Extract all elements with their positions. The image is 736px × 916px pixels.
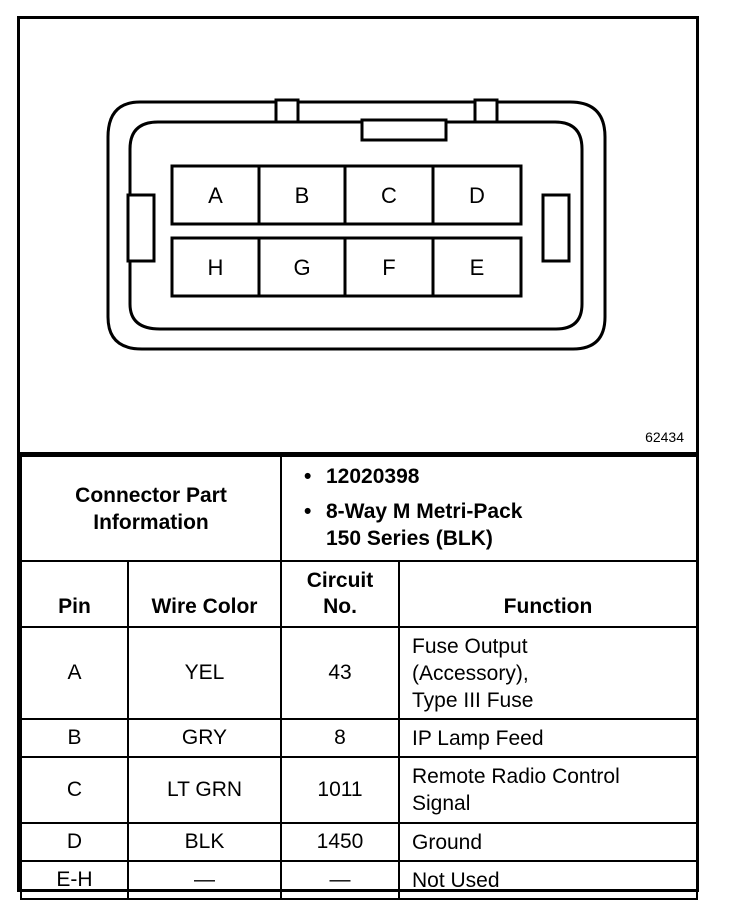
cell-circuit: — [281,861,399,899]
cell-circuit: 8 [281,719,399,757]
side-tab-right [543,195,569,261]
cell-wire-color: GRY [128,719,281,757]
part-info-row [21,456,697,561]
part-description-item [304,498,696,552]
cell-wire-color: — [128,861,281,899]
table-row [21,627,697,719]
cell-wire-color: LT GRN [128,757,281,823]
cell-circuit: 1011 [281,757,399,823]
pin-label-e: E [469,255,485,280]
header-function: Function [399,561,697,627]
top-latch-right [475,100,497,122]
cell-function: Remote Radio Control Signal [399,757,697,823]
top-latch-left [276,100,298,122]
table-row [21,719,697,757]
header-wire-color: Wire Color [128,561,281,627]
cell-function: Not Used [399,861,697,899]
part-description-line: 150 Series (BLK) [326,527,493,550]
bullet-icon: • [304,500,312,523]
pin-label-b: B [294,183,310,208]
cell-wire-color: YEL [128,627,281,719]
part-description-line: 8-Way M Metri-Pack [326,500,523,523]
diagram-frame [17,16,699,892]
cell-pin: A [21,627,128,719]
cell-circuit: 1450 [281,823,399,861]
cell-circuit: 43 [281,627,399,719]
connector-face [20,19,696,452]
header-circuit: Circuit No. [281,561,399,627]
pin-row-top [172,166,521,224]
table-row [21,757,697,823]
pin-row-bottom [172,238,521,296]
part-number: 12020398 [326,465,420,488]
pin-label-f: F [382,255,396,280]
table-row [21,823,697,861]
cell-function: Ground [399,823,697,861]
connector-table [20,455,698,900]
cell-wire-color: BLK [128,823,281,861]
cell-pin: C [21,757,128,823]
cell-pin: D [21,823,128,861]
cell-pin: E-H [21,861,128,899]
connector-diagram [20,19,696,455]
table-header-row [21,561,697,627]
part-number-item [304,463,696,490]
cell-pin: B [21,719,128,757]
cell-function: Fuse Output (Accessory), Type III Fuse [399,627,697,719]
pin-label-a: A [208,183,223,208]
cell-function: IP Lamp Feed [399,719,697,757]
side-tab-left [128,195,154,261]
part-info-values [281,456,697,561]
part-info-label-line: Information [93,510,209,534]
bullet-icon: • [304,465,312,488]
pin-label-g: G [293,255,311,280]
table-row [21,861,697,899]
header-pin: Pin [21,561,128,627]
pin-label-h: H [207,255,224,280]
key-slot [362,120,446,140]
part-info-label-line: Connector Part [75,483,227,507]
figure-number: 62434 [645,429,684,445]
part-info-label [21,456,281,561]
pin-label-c: C [381,183,397,208]
pin-label-d: D [469,183,485,208]
